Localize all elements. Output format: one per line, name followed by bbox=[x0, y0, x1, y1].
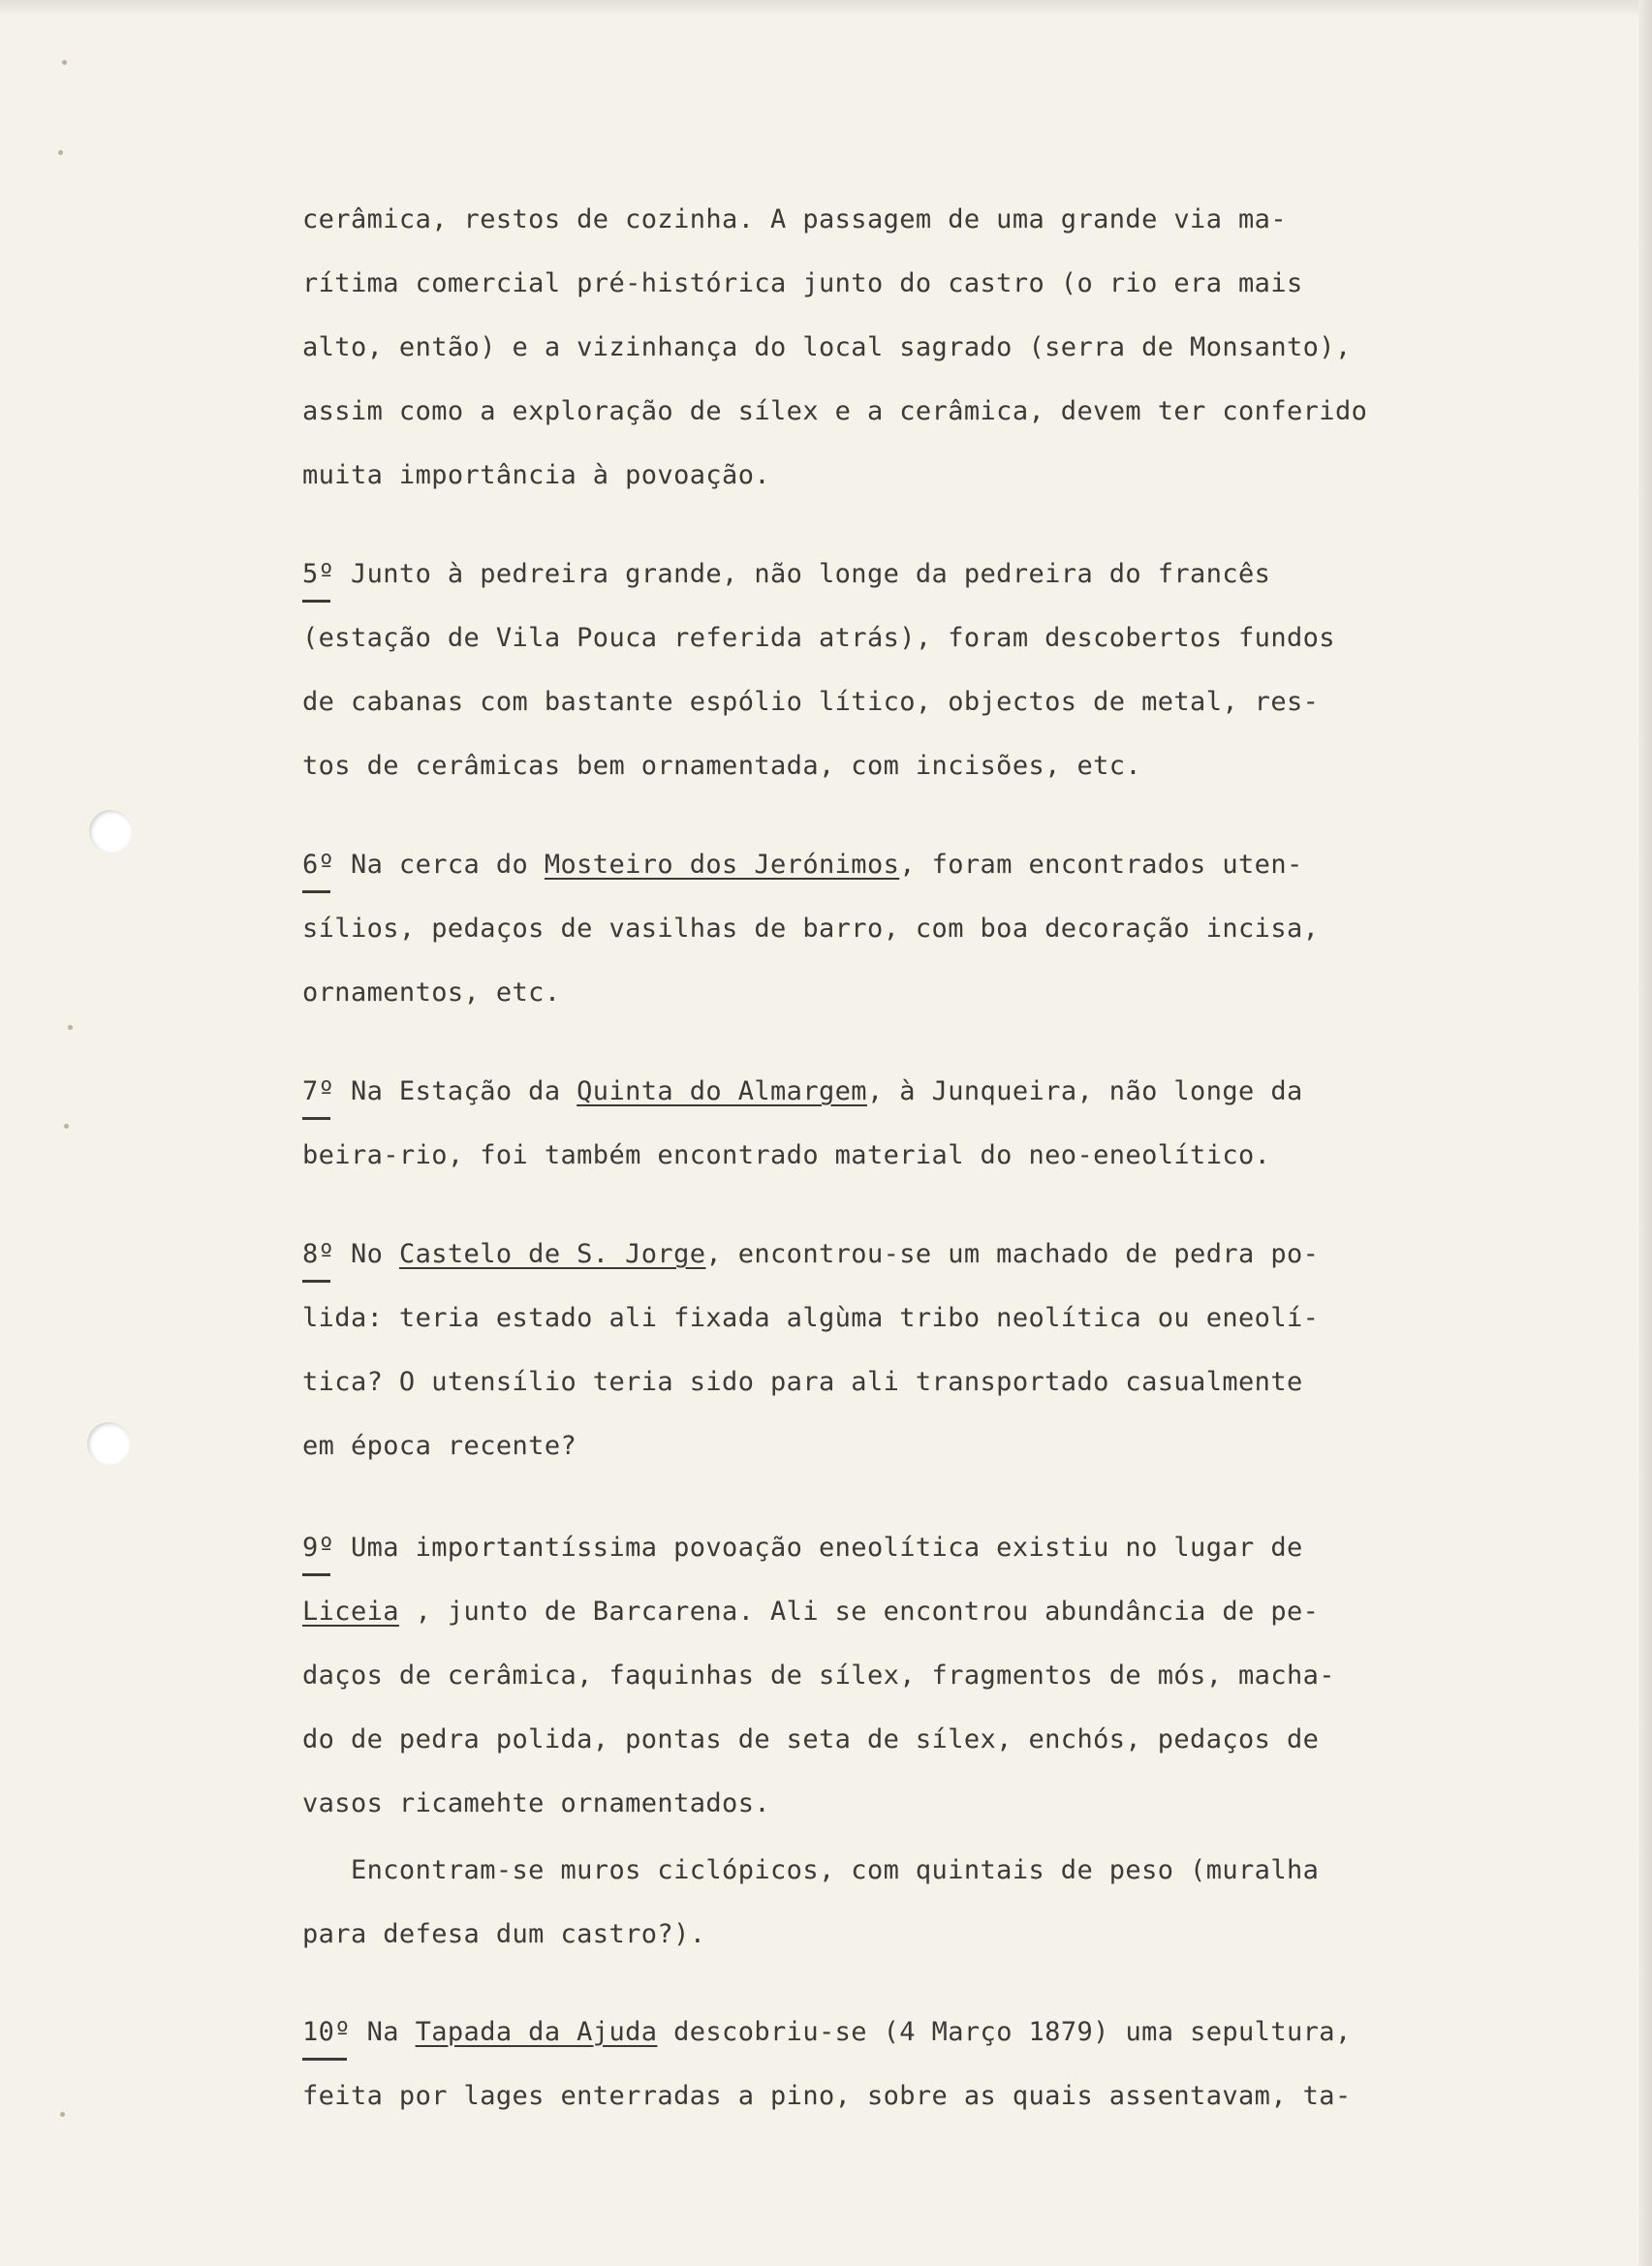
item-number: 5º bbox=[302, 559, 335, 589]
punch-hole-bottom bbox=[87, 1422, 130, 1465]
text-line: lida: teria estado ali fixada algùma tribo neolítica ou eneolí- bbox=[302, 1303, 1320, 1333]
text-segment: Na Estação da bbox=[334, 1076, 577, 1106]
item-number: 6º bbox=[302, 850, 335, 880]
text-segment: Junto à pedreira grande, não longe da pedreira do francês bbox=[334, 559, 1271, 589]
item-10-first-line bbox=[302, 2017, 1352, 2047]
text-line: sílios, pedaços de vasilhas de barro, com boa decoração incisa, bbox=[302, 914, 1320, 944]
item-7-first-line bbox=[302, 1076, 1303, 1106]
underlined-place-name: Mosteiro dos Jerónimos bbox=[544, 850, 900, 880]
text-line: alto, então) e a vizinhança do local sagrado (serra de Monsanto), bbox=[302, 332, 1352, 362]
text-segment: Na cerca do bbox=[334, 850, 545, 880]
text-segment: No bbox=[334, 1239, 399, 1269]
item-9-first-line bbox=[302, 1533, 1303, 1563]
text-segment: descobriu-se (4 Março 1879) uma sepultura, bbox=[657, 2017, 1352, 2047]
underlined-place-name: Tapada da Ajuda bbox=[415, 2017, 658, 2047]
paper-speck bbox=[60, 2112, 65, 2117]
paper-speck bbox=[58, 150, 63, 155]
item-9-second-line bbox=[302, 1597, 1319, 1627]
item-number: 9º bbox=[302, 1533, 335, 1563]
text-segment: , encontrou-se um machado de pedra po- bbox=[705, 1239, 1320, 1269]
text-line: rítima comercial pré-histórica junto do castro (o rio era mais bbox=[302, 268, 1303, 298]
text-line: tos de cerâmicas bem ornamentada, com incisões, etc. bbox=[302, 751, 1142, 781]
text-line: Encontram-se muros ciclópicos, com quintais de peso (muralha bbox=[302, 1855, 1320, 1885]
text-line: ornamentos, etc. bbox=[302, 978, 561, 1008]
text-segment: , foram encontrados uten- bbox=[899, 850, 1303, 880]
text-line: assim como a exploração de sílex e a cerâmica, devem ter conferido bbox=[302, 396, 1368, 426]
text-line: vasos ricamehte ornamentados. bbox=[302, 1788, 771, 1818]
text-line: (estação de Vila Pouca referida atrás), foram descobertos fundos bbox=[302, 623, 1335, 653]
text-line: tica? O utensílio teria sido para ali transportado casualmente bbox=[302, 1367, 1303, 1397]
paper-speck bbox=[64, 1124, 69, 1129]
text-line: feita por lages enterradas a pino, sobre as quais assentavam, ta- bbox=[302, 2081, 1352, 2111]
paper-speck bbox=[62, 60, 67, 65]
underlined-place-name: Quinta do Almargem bbox=[577, 1076, 867, 1106]
text-line: para defesa dum castro?). bbox=[302, 1919, 706, 1949]
item-5-first-line bbox=[302, 559, 1270, 589]
text-segment: , à Junqueira, não longe da bbox=[866, 1076, 1303, 1106]
text-line: beira-rio, foi também encontrado material do neo-eneolítico. bbox=[302, 1140, 1271, 1170]
item-6-first-line bbox=[302, 850, 1303, 880]
text-line: de cabanas com bastante espólio lítico, objectos de metal, res- bbox=[302, 687, 1320, 717]
punch-hole-top bbox=[89, 810, 132, 853]
text-line: cerâmica, restos de cozinha. A passagem de uma grande via ma- bbox=[302, 204, 1287, 234]
page-top-edge bbox=[0, 0, 1652, 17]
item-number: 10º bbox=[302, 2017, 351, 2047]
text-segment: , junto de Barcarena. Ali se encontrou abundância de pe- bbox=[398, 1597, 1320, 1627]
item-8-first-line bbox=[302, 1239, 1319, 1269]
item-number: 7º bbox=[302, 1076, 335, 1106]
text-segment: Na bbox=[350, 2017, 416, 2047]
text-line: muita importância à povoação. bbox=[302, 460, 771, 490]
page-right-edge bbox=[1638, 0, 1652, 2266]
text-line: daços de cerâmica, faquinhas de sílex, fragmentos de mós, macha- bbox=[302, 1661, 1335, 1691]
text-segment: Uma importantíssima povoação eneolítica existiu no lugar de bbox=[334, 1533, 1303, 1563]
item-number: 8º bbox=[302, 1239, 335, 1269]
underlined-place-name: Liceia bbox=[302, 1597, 399, 1627]
text-line: do de pedra polida, pontas de seta de sílex, enchós, pedaços de bbox=[302, 1724, 1320, 1754]
paper-speck bbox=[68, 1025, 73, 1030]
text-line: em época recente? bbox=[302, 1431, 577, 1461]
underlined-place-name: Castelo de S. Jorge bbox=[398, 1239, 706, 1269]
